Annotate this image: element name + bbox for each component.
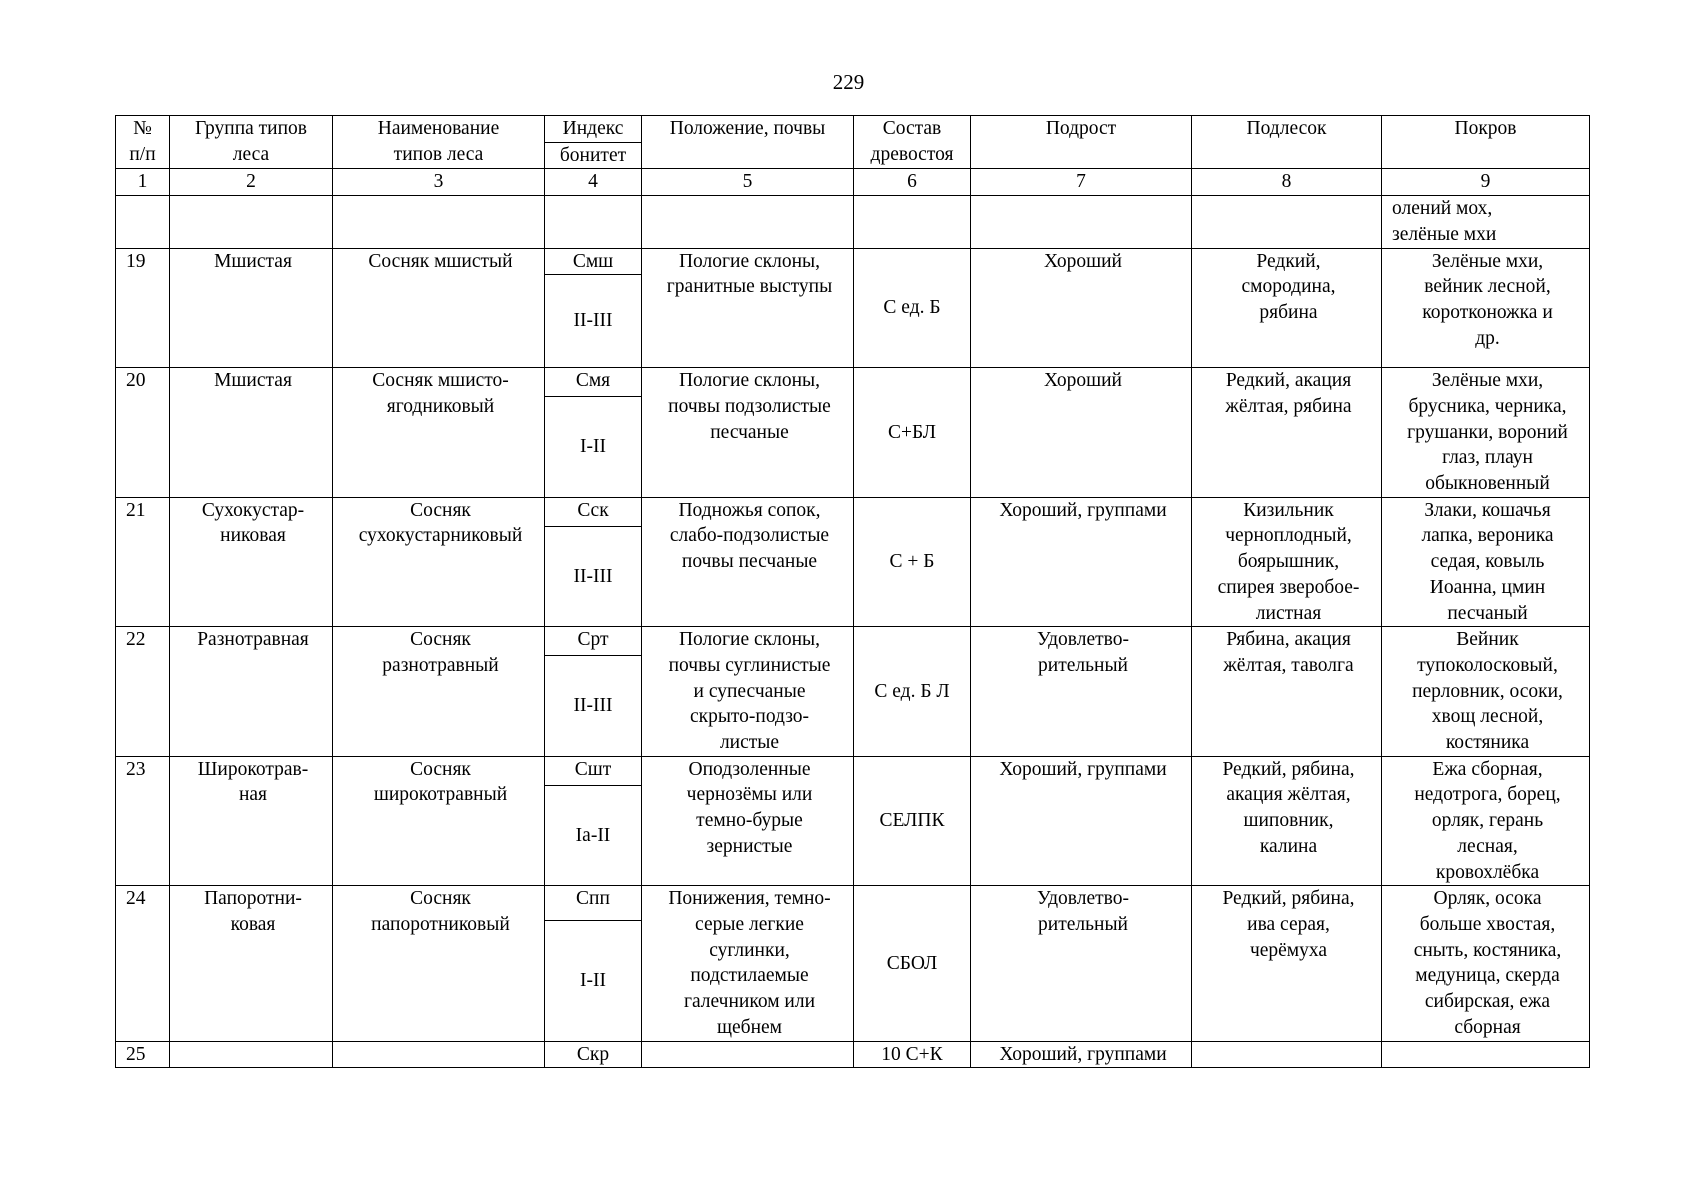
underbrush: Редкий, рябина, ива серая, черёмуха [1192, 886, 1382, 1041]
table-row [116, 627, 1590, 656]
column-number-cell: 2 [170, 169, 333, 196]
soil-position: Пологие склоны, почвы подзолистые песчаные [642, 368, 854, 498]
forest-index: Скр [545, 1041, 642, 1068]
forest-index: Сск [545, 497, 642, 526]
forest-type-name: Сосняк папоротниковый [333, 886, 545, 1041]
continuation-row [116, 196, 1590, 248]
continuation-ground-cover: олений мох, зелёные мхи [1382, 196, 1590, 248]
forest-group: Папоротни- ковая [170, 886, 333, 1041]
column-number-cell: 3 [333, 169, 545, 196]
header-row-number: № п/п [116, 116, 170, 169]
stand-composition: СБОЛ [854, 886, 971, 1041]
header-undergrowth: Подрост [971, 116, 1192, 169]
ground-cover: Зелёные мхи, брусника, черника, грушанки, вороний глаз, плаун обыкновенный [1382, 368, 1590, 498]
forest-type-name: Сосняк мшистый [333, 248, 545, 368]
row-number: 23 [116, 756, 170, 886]
bonitet-class: I-II [545, 397, 642, 498]
forest-group: Мшистая [170, 368, 333, 498]
underbrush: Кизильник черноплодный, боярышник, спирея зверобое- листная [1192, 497, 1382, 627]
underbrush [1192, 1041, 1382, 1068]
column-number-cell: 6 [854, 169, 971, 196]
row-number: 19 [116, 248, 170, 368]
table-row [116, 248, 1590, 275]
forest-types-table [115, 115, 1590, 1068]
header-soil: Положение, почвы [642, 116, 854, 169]
undergrowth: Хороший, группами [971, 1041, 1192, 1068]
header-bonitet: бонитет [545, 142, 642, 169]
bonitet-class: I-II [545, 920, 642, 1041]
header-underbrush: Подлесок [1192, 116, 1382, 169]
header-forest-type-name: Наименование типов леса [333, 116, 545, 169]
forest-index: Смш [545, 248, 642, 275]
bonitet-class: II-III [545, 526, 642, 627]
soil-position: Пологие склоны, почвы суглинистые и супесчаные скрыто-подзо- листые [642, 627, 854, 757]
soil-position: Понижения, темно- серые легкие суглинки, подстилаемые галечником или щебнем [642, 886, 854, 1041]
ground-cover: Ежа сборная, недотрога, борец, орляк, герань лесная, кровохлёбка [1382, 756, 1590, 886]
forest-index: Смя [545, 368, 642, 397]
table-row-last [116, 1041, 1590, 1068]
row-number: 20 [116, 368, 170, 498]
undergrowth: Удовлетво- рительный [971, 627, 1192, 757]
forest-index: Спп [545, 886, 642, 921]
stand-composition: С + Б [854, 497, 971, 627]
stand-composition: СЕЛПК [854, 756, 971, 886]
row-number: 25 [116, 1041, 170, 1068]
undergrowth: Хороший [971, 248, 1192, 368]
forest-type-name: Сосняк мшисто- ягодниковый [333, 368, 545, 498]
column-number-cell: 9 [1382, 169, 1590, 196]
column-number-cell: 4 [545, 169, 642, 196]
table-row [116, 756, 1590, 785]
column-number-row [116, 169, 1590, 196]
ground-cover [1382, 1041, 1590, 1068]
row-number: 24 [116, 886, 170, 1041]
table-row [116, 886, 1590, 921]
undergrowth: Хороший, группами [971, 756, 1192, 886]
underbrush: Редкий, акация жёлтая, рябина [1192, 368, 1382, 498]
table-row [116, 368, 1590, 397]
forest-index: Сшт [545, 756, 642, 785]
forest-type-name: Сосняк разнотравный [333, 627, 545, 757]
column-number-cell: 7 [971, 169, 1192, 196]
underbrush: Редкий, рябина, акация жёлтая, шиповник, калина [1192, 756, 1382, 886]
forest-group: Разнотравная [170, 627, 333, 757]
bonitet-class: II-III [545, 656, 642, 757]
underbrush: Рябина, акация жёлтая, таволга [1192, 627, 1382, 757]
stand-composition: С ед. Б Л [854, 627, 971, 757]
bonitet-class: II-III [545, 275, 642, 368]
undergrowth: Хороший, группами [971, 497, 1192, 627]
header-forest-group: Группа типов леса [170, 116, 333, 169]
forest-type-name [333, 1041, 545, 1068]
column-number-cell: 5 [642, 169, 854, 196]
column-number-cell: 1 [116, 169, 170, 196]
soil-position: Оподзоленные чернозёмы или темно-бурые зернистые [642, 756, 854, 886]
forest-type-name: Сосняк широкотравный [333, 756, 545, 886]
header-index: Индекс [545, 116, 642, 143]
underbrush: Редкий, смородина, рябина [1192, 248, 1382, 368]
soil-position: Пологие склоны, гранитные выступы [642, 248, 854, 368]
undergrowth: Удовлетво- рительный [971, 886, 1192, 1041]
column-number-cell: 8 [1192, 169, 1382, 196]
stand-composition: 10 С+К [854, 1041, 971, 1068]
bonitet-class: Iа-II [545, 785, 642, 886]
ground-cover: Вейник тупоколосковый, перловник, осоки, хвощ лесной, костяника [1382, 627, 1590, 757]
stand-composition: С ед. Б [854, 248, 971, 368]
page-number: 229 [832, 70, 865, 94]
ground-cover: Злаки, кошачья лапка, вероника седая, ковыль Иоанна, цмин песчаный [1382, 497, 1590, 627]
row-number: 22 [116, 627, 170, 757]
undergrowth: Хороший [971, 368, 1192, 498]
header-ground-cover: Покров [1382, 116, 1590, 169]
forest-group: Мшистая [170, 248, 333, 368]
soil-position [642, 1041, 854, 1068]
ground-cover: Орляк, осока больше хвостая, сныть, костяника, медуница, скерда сибирская, ежа сборная [1382, 886, 1590, 1041]
row-number: 21 [116, 497, 170, 627]
stand-composition: С+БЛ [854, 368, 971, 498]
forest-type-name: Сосняк сухокустарниковый [333, 497, 545, 627]
ground-cover: Зелёные мхи, вейник лесной, коротконожка и др. [1382, 248, 1590, 368]
forest-index: Срт [545, 627, 642, 656]
table-row [116, 497, 1590, 526]
forest-group: Широкотрав- ная [170, 756, 333, 886]
header-composition: Состав древостоя [854, 116, 971, 169]
soil-position: Подножья сопок, слабо-подзолистые почвы песчаные [642, 497, 854, 627]
forest-group: Сухокустар- никовая [170, 497, 333, 627]
forest-group [170, 1041, 333, 1068]
